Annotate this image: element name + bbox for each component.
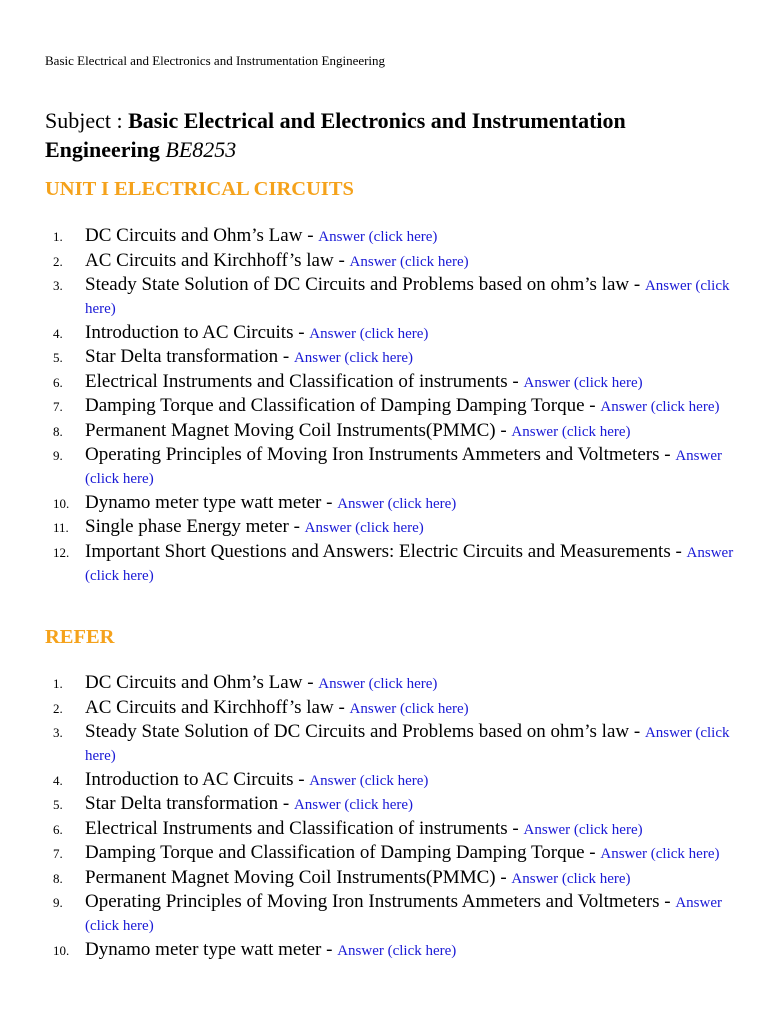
- item-number: 5.: [53, 797, 63, 812]
- item-separator: -: [333, 249, 350, 271]
- subject-code: BE8253: [165, 137, 237, 162]
- item-text: Steady State Solution of DC Circuits and Problems based on ohm’s law: [85, 274, 630, 295]
- unit1-heading: UNIT I ELECTRICAL CIRCUITS: [45, 178, 354, 200]
- item-number: 10.: [53, 942, 70, 958]
- item-separator: -: [278, 793, 294, 814]
- item-text: Single phase Energy meter: [85, 516, 289, 537]
- item-separator: -: [288, 516, 305, 537]
- item-text: Damping Torque and Classification of Damping Damping Torque: [85, 842, 585, 863]
- item-text: Electrical Instruments and Classification of instruments: [85, 370, 508, 392]
- item-number: 2.: [53, 253, 63, 269]
- item-text: Electrical Instruments and Classification of instruments: [85, 817, 508, 839]
- item-separator: -: [293, 321, 310, 343]
- item-separator: -: [321, 938, 338, 960]
- item-number: 6.: [53, 374, 63, 390]
- refer-topic-list: [45, 672, 735, 963]
- item-text: Steady State Solution of DC Circuits and Problems based on ohm’s law: [85, 721, 630, 742]
- item-number: 4.: [53, 772, 63, 788]
- item-text: Damping Torque and Classification of Damping Damping Torque: [85, 395, 585, 416]
- item-number: 9.: [53, 895, 63, 910]
- item-number: 8.: [53, 423, 63, 439]
- item-separator: -: [659, 444, 676, 465]
- answer-link[interactable]: Answer (click here): [600, 399, 720, 415]
- list-item: [45, 250, 735, 273]
- answer-link[interactable]: Answer (click here): [293, 350, 414, 366]
- answer-link[interactable]: Answer (click here): [318, 229, 438, 245]
- item-separator: -: [507, 370, 524, 392]
- item-number: 4.: [53, 325, 63, 341]
- answer-link[interactable]: Answer (click here): [304, 520, 424, 536]
- item-number: 1.: [53, 676, 63, 691]
- list-item: [45, 721, 735, 767]
- item-separator: -: [495, 419, 512, 441]
- list-item: [45, 420, 735, 443]
- item-separator: -: [302, 225, 319, 246]
- item-number: 10.: [53, 495, 70, 511]
- subject-name: Basic Electrical and Electronics and Instrumentation Engineering: [45, 108, 626, 162]
- answer-link[interactable]: Answer (click here): [309, 772, 429, 789]
- answer-link[interactable]: Answer (click here): [337, 942, 457, 959]
- item-separator: -: [629, 274, 645, 295]
- list-item: [45, 346, 735, 369]
- list-item: [45, 371, 735, 394]
- item-text: Dynamo meter type watt meter: [85, 491, 322, 513]
- item-number: 12.: [53, 544, 70, 560]
- list-item: [45, 867, 735, 890]
- item-text: DC Circuits and Ohm’s Law: [85, 225, 303, 246]
- answer-link[interactable]: Answer (click here): [349, 253, 469, 270]
- subject-prefix: Subject :: [45, 108, 129, 133]
- item-number: 3.: [53, 725, 63, 740]
- list-item: [45, 492, 735, 515]
- item-separator: -: [584, 395, 601, 416]
- item-text: Star Delta transformation: [85, 793, 279, 814]
- item-number: 8.: [53, 870, 63, 886]
- answer-link[interactable]: Answer (click here): [511, 423, 631, 440]
- item-separator: -: [670, 540, 687, 562]
- list-item: [45, 274, 735, 320]
- list-item: [45, 444, 735, 490]
- item-text: AC Circuits and Kirchhoff’s law: [85, 696, 334, 718]
- item-separator: -: [321, 491, 338, 513]
- list-item: [45, 395, 735, 418]
- item-number: 9.: [53, 448, 63, 463]
- item-text: Permanent Magnet Moving Coil Instruments(PMMC): [85, 866, 496, 888]
- answer-link[interactable]: Answer (click here): [523, 374, 643, 391]
- item-number: 11.: [53, 520, 69, 535]
- answer-link[interactable]: Answer (click here): [309, 325, 429, 342]
- item-separator: -: [302, 672, 319, 693]
- list-item: [45, 225, 735, 248]
- answer-link[interactable]: Answer (click here): [293, 797, 414, 813]
- item-number: 6.: [53, 821, 63, 837]
- list-item: [45, 697, 735, 720]
- running-header: Basic Electrical and Electronics and Instrumentation Engineering: [45, 53, 386, 68]
- refer-heading: REFER: [45, 626, 115, 648]
- list-item: [45, 769, 735, 792]
- answer-link[interactable]: Answer (click here): [511, 870, 631, 887]
- list-item: [45, 516, 735, 539]
- answer-link[interactable]: Answer (click here): [523, 821, 643, 838]
- item-number: 1.: [53, 229, 63, 244]
- answer-link[interactable]: Answer (click here): [85, 725, 730, 764]
- list-item: [45, 939, 735, 962]
- item-number: 5.: [53, 350, 63, 365]
- item-number: 3.: [53, 278, 63, 293]
- item-number: 7.: [53, 846, 63, 861]
- list-item: [45, 891, 735, 937]
- answer-link[interactable]: Answer (click here): [85, 448, 722, 487]
- list-item: [45, 793, 735, 816]
- item-separator: -: [293, 768, 310, 790]
- list-item: [45, 842, 735, 865]
- item-number: 7.: [53, 399, 63, 414]
- item-separator: -: [278, 346, 294, 367]
- answer-link[interactable]: Answer (click here): [85, 278, 730, 317]
- item-text: Star Delta transformation: [85, 346, 279, 367]
- answer-link[interactable]: Answer (click here): [337, 495, 457, 512]
- list-item: [45, 541, 735, 587]
- item-separator: -: [659, 891, 676, 912]
- item-number: 2.: [53, 700, 63, 716]
- item-text: Permanent Magnet Moving Coil Instruments(PMMC): [85, 419, 496, 441]
- item-separator: -: [584, 842, 601, 863]
- item-separator: -: [333, 696, 350, 718]
- item-text: Introduction to AC Circuits: [85, 768, 294, 790]
- answer-link[interactable]: Answer (click here): [85, 895, 722, 934]
- item-separator: -: [507, 817, 524, 839]
- unit1-topic-list: [45, 225, 735, 588]
- answer-link[interactable]: Answer (click here): [349, 700, 469, 717]
- item-text: AC Circuits and Kirchhoff’s law: [85, 249, 334, 271]
- item-separator: -: [629, 721, 645, 742]
- item-text: Dynamo meter type watt meter: [85, 938, 322, 960]
- list-item: [45, 818, 735, 841]
- item-text: Important Short Questions and Answers: Electric Circuits and Measurements: [85, 540, 671, 562]
- answer-link[interactable]: Answer (click here): [85, 544, 734, 584]
- answer-link[interactable]: Answer (click here): [600, 846, 720, 862]
- subject-title: [45, 106, 725, 164]
- item-text: Operating Principles of Moving Iron Instruments Ammeters and Voltmeters: [85, 891, 660, 912]
- list-item: [45, 672, 735, 695]
- item-separator: -: [495, 866, 512, 888]
- item-text: Introduction to AC Circuits: [85, 321, 294, 343]
- answer-link[interactable]: Answer (click here): [318, 676, 438, 692]
- item-text: DC Circuits and Ohm’s Law: [85, 672, 303, 693]
- list-item: [45, 322, 735, 345]
- item-text: Operating Principles of Moving Iron Instruments Ammeters and Voltmeters: [85, 444, 660, 465]
